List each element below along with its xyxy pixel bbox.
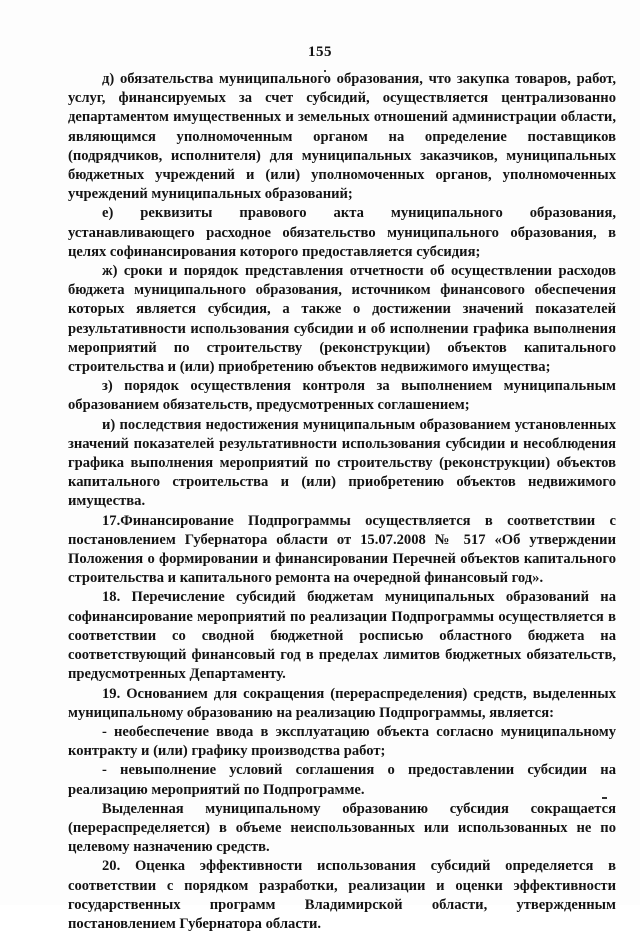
paragraph-20: 20. Оценка эффективности использования субсидий определяется в соответствии с порядком разработки, реализации и оценки эффективности государственных программ Владимирской области, утвержденным постановлением Губернатора области. <box>68 858 616 932</box>
paragraph-18: 18. Перечисление субсидий бюджетам муниципальных образований на софинансирование мероприятий по реализации Подпрограммы осуществляется в соответствии со сводной бюджетной росписью областного бюджета на соответствующий финансовый год в пределах лимитов бюджетных обязательств, предусмотренных Департаменту. <box>68 589 616 683</box>
paragraph-19-item-1: - необеспечение ввода в эксплуатацию объекта согласно муниципальному контракту и (или) графику производства работ; <box>68 723 616 760</box>
document-body <box>68 70 616 934</box>
paragraph-i: и) последствия недостижения муниципальным образованием установленных значений показателей результативности использования субсидии и несоблюдения графика выполнения мероприятий по строительству (реконструкции) объектов капитального строительства и (или) приобретению объектов недвижимого имущества. <box>68 416 616 510</box>
scan-mark <box>602 797 607 799</box>
page-number: 155 <box>308 44 332 60</box>
paragraph-e: е) реквизиты правового акта муниципального образования, устанавливающего расходное обязательство муниципального образования, в целях софинансирования которого предоставляется субсидия; <box>68 205 616 260</box>
paragraph-19: 19. Основанием для сокращения (перераспределения) средств, выделенных муниципальному образованию на реализацию Подпрограммы, является: <box>68 685 616 721</box>
paragraph-zh: ж) сроки и порядок представления отчетности об осуществлении расходов бюджета муниципального образования, источником финансового обеспечения которых является субсидия, а также о достижении значений показателей результативности использования субсидии и об исполнении графика выполнения мероприятий по строительству (реконструкции) объектов капитального строительства и (или) приобретению объектов недвижимого имущества; <box>68 263 616 376</box>
paragraph-19-item-2: - невыполнение условий соглашения о предоставлении субсидии на реализацию мероприятий по Подпрограмме. <box>68 762 616 798</box>
paragraph-19-reduction: Выделенная муниципальному образованию субсидия сокращается (перераспределяется) в объеме неиспользованных или использованных не по целевому назначению средств. <box>68 800 616 856</box>
paragraph-d: д) обязательства муниципального образования, что закупка товаров, работ, услуг, финансируемых за счет субсидий, осуществляется централизованно департаментом имущественных и земельных отношений администрации области, являющимся уполномоченным органом на определение поставщиков (подрядчиков, исполнителя) для муниципальных заказчиков, муниципальных бюджетных учреждений и (или) уполномоченных органов, уполномоченных учреждений муниципальных образований; <box>68 71 616 203</box>
paragraph-17: 17.Финансирование Подпрограммы осуществляется в соответствии с постановлением Губернатора области от 15.07.2008 № 517 «Об утверждении Положения о формировании и финансировании Перечней объектов капитального строительства и капитального ремонта на очередной финансовый год». <box>68 512 616 587</box>
paragraph-z: з) порядок осуществления контроля за выполнением муниципальным образованием обязательств, предусмотренных соглашением; <box>68 378 616 414</box>
